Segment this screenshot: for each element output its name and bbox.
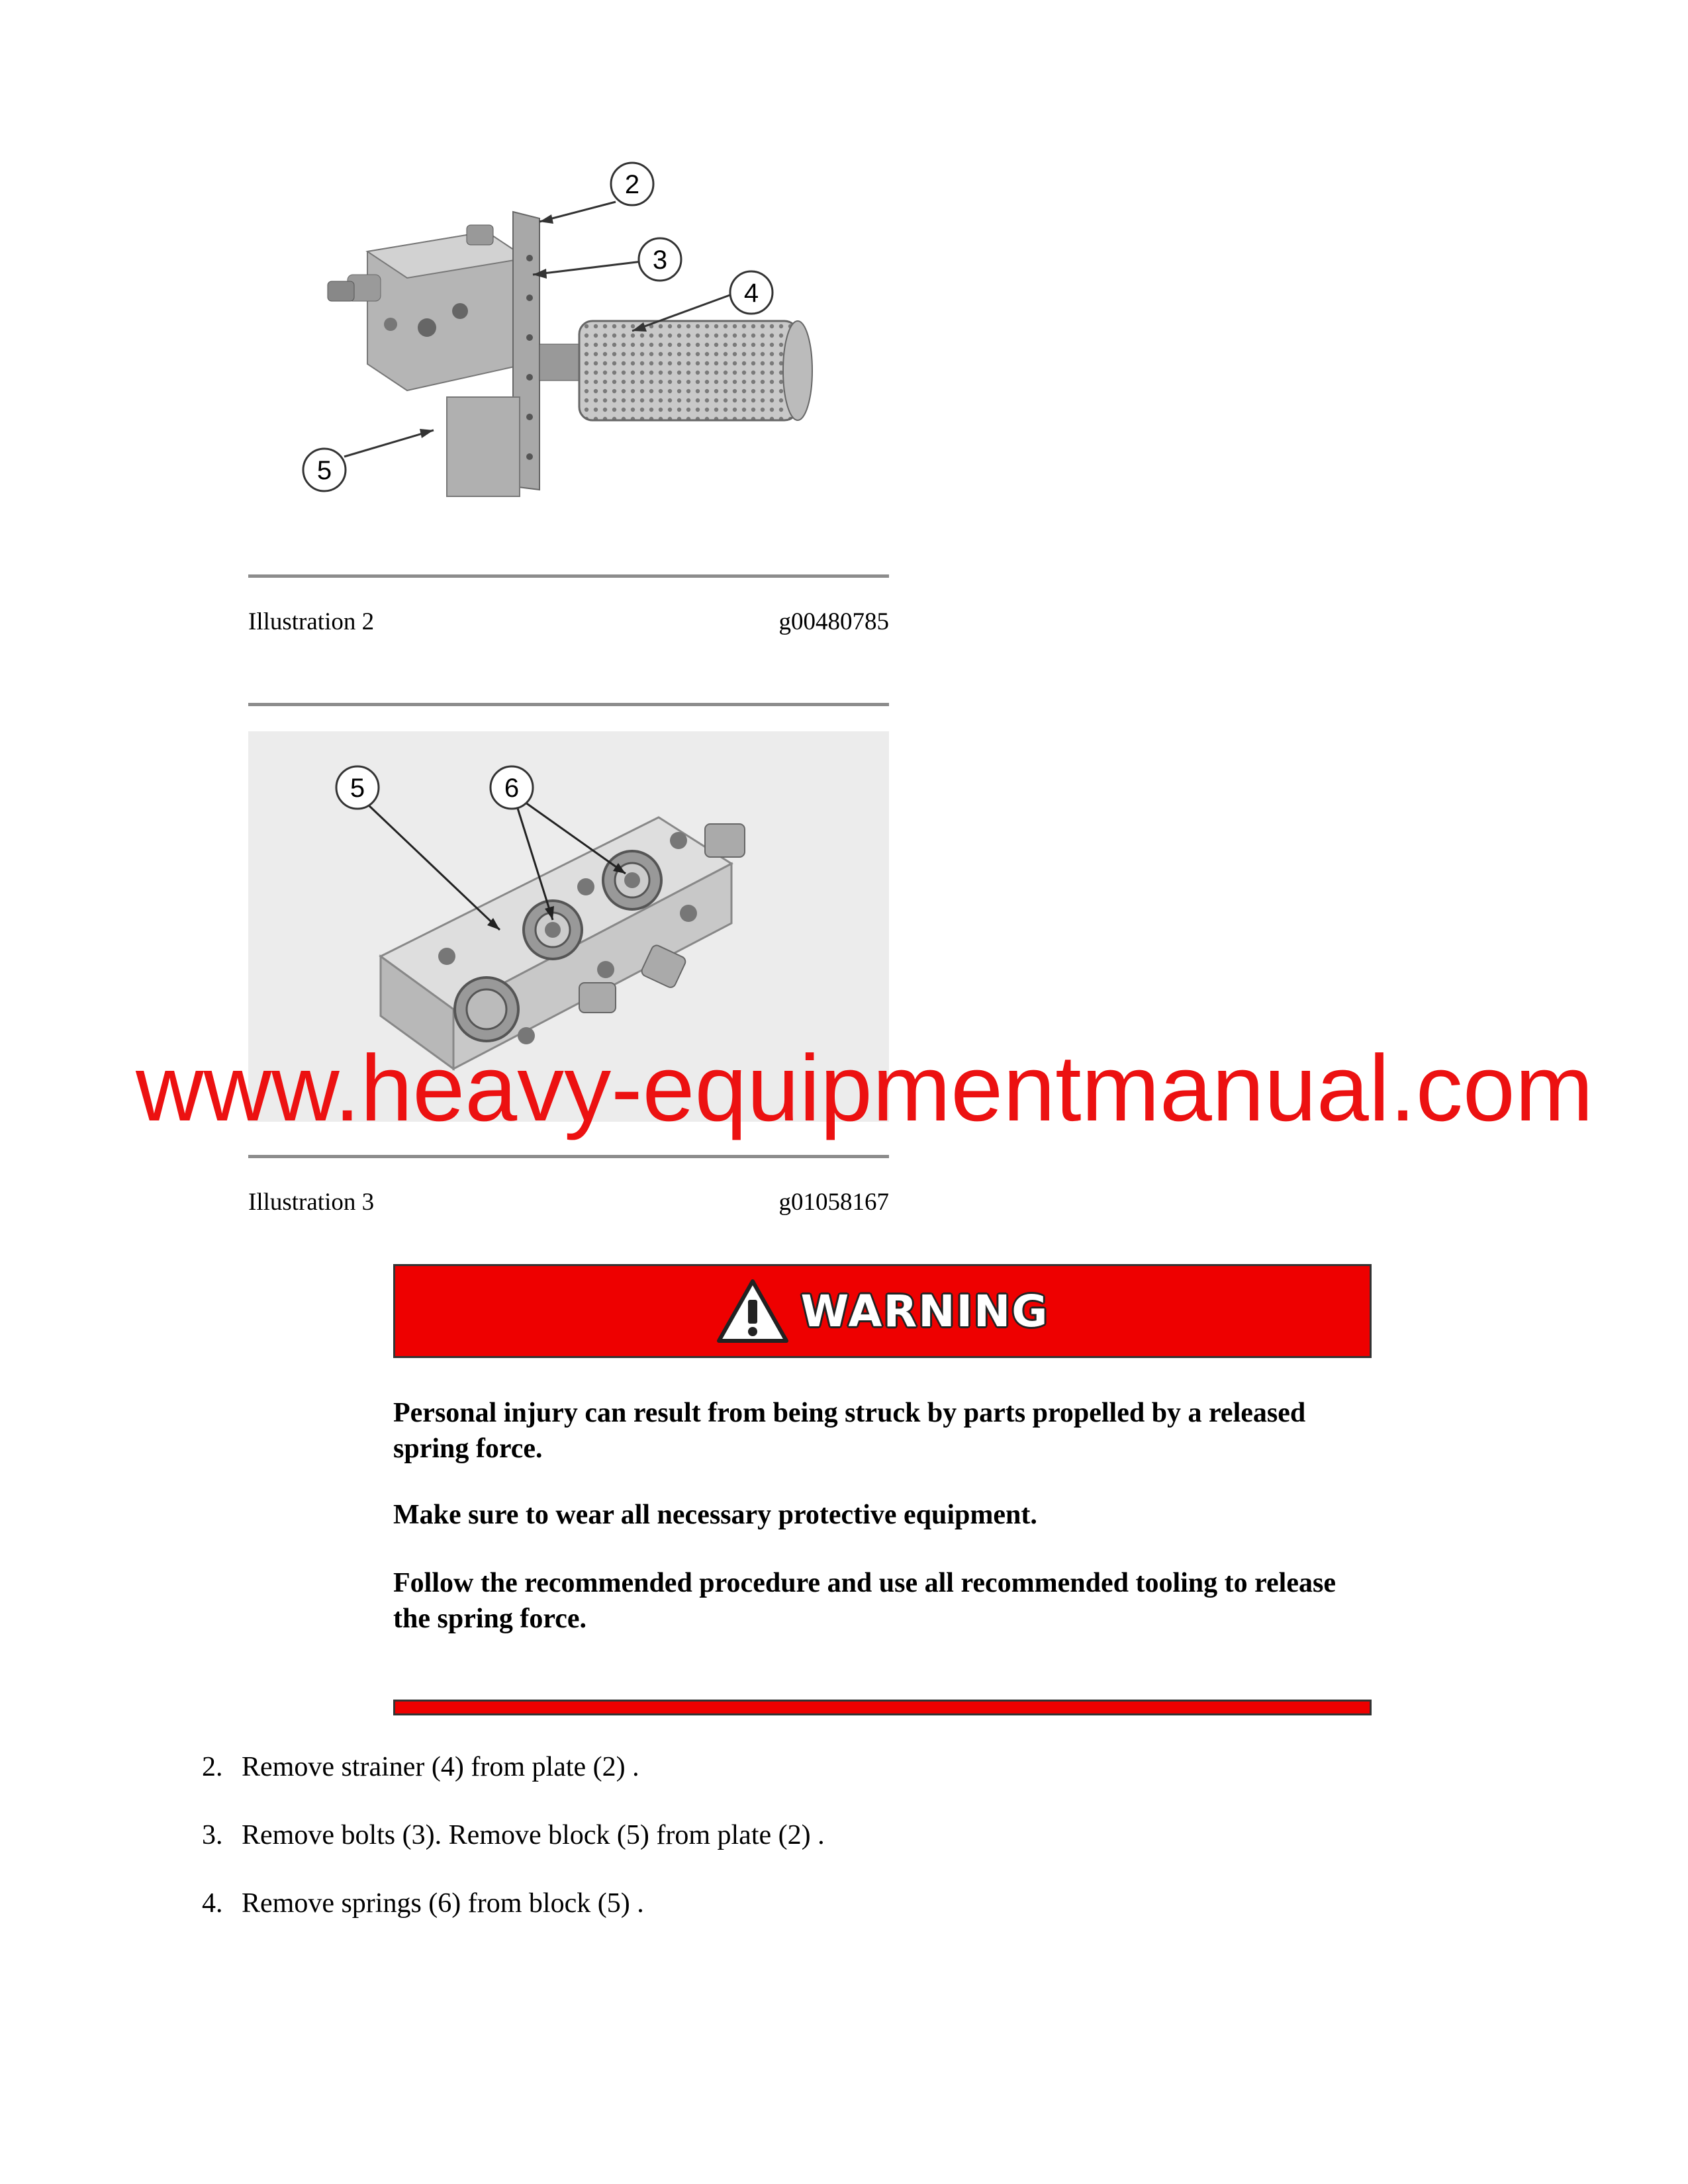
step-number: 2. bbox=[202, 1752, 223, 1782]
illustration-2-image bbox=[248, 146, 889, 556]
warning-triangle-icon bbox=[716, 1279, 789, 1343]
warning-paragraph-3: Follow the recommended procedure and use all recommended tooling to release the spring force. bbox=[393, 1568, 1336, 1634]
warning-paragraph-2: Make sure to wear all necessary protective equipment. bbox=[393, 1500, 1037, 1530]
callout-5-label: 5 bbox=[316, 456, 332, 485]
step-item bbox=[202, 1819, 825, 1852]
callout-4-label: 4 bbox=[743, 279, 759, 308]
callout-5-label: 5 bbox=[350, 774, 365, 803]
callout-6-label: 6 bbox=[504, 774, 520, 803]
step-text: Remove strainer (4) from plate (2) . bbox=[242, 1752, 639, 1782]
step-number: 3. bbox=[202, 1820, 223, 1850]
warning-title: WARNING bbox=[800, 1285, 1049, 1337]
figure-top-rule bbox=[248, 703, 889, 706]
valve-plate-strainer-drawing bbox=[248, 146, 889, 556]
watermark-url[interactable]: www.heavy-equipmentmanual.com bbox=[136, 1036, 1594, 1141]
warning-end-bar bbox=[393, 1700, 1372, 1715]
step-text: Remove springs (6) from block (5) . bbox=[242, 1888, 644, 1919]
procedure-steps bbox=[202, 1751, 825, 1955]
illustration-2-caption: Illustration 2 bbox=[248, 608, 375, 635]
callout-3-label: 3 bbox=[652, 246, 668, 275]
step-item bbox=[202, 1751, 825, 1784]
caption-rule bbox=[248, 574, 889, 578]
caption-rule bbox=[248, 1155, 889, 1158]
step-number: 4. bbox=[202, 1888, 223, 1919]
illustration-3-caption: Illustration 3 bbox=[248, 1189, 375, 1216]
step-item bbox=[202, 1887, 825, 1920]
callout-2-label: 2 bbox=[624, 170, 640, 199]
illustration-2-id: g00480785 bbox=[778, 608, 889, 635]
illustration-3-id: g01058167 bbox=[778, 1189, 889, 1216]
warning-paragraph-1: Personal injury can result from being struck by parts propelled by a released spring force. bbox=[393, 1398, 1306, 1464]
step-text: Remove bolts (3). Remove block (5) from plate (2) . bbox=[242, 1820, 825, 1850]
warning-banner bbox=[393, 1264, 1372, 1358]
